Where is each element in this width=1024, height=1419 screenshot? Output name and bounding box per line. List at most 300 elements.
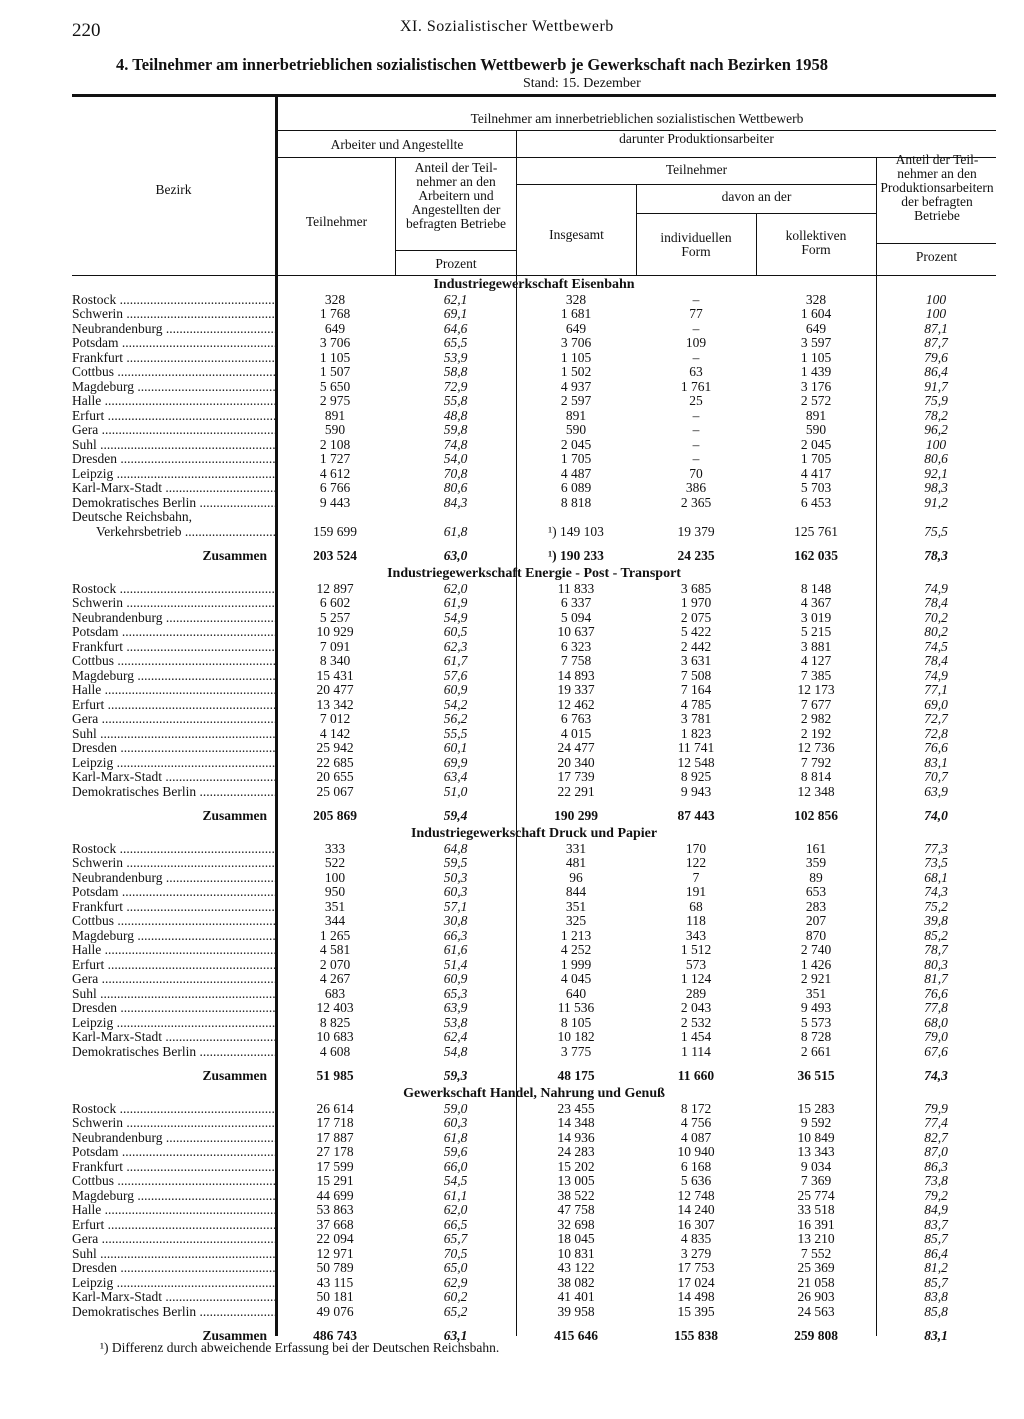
table-cell: 2 975	[319, 394, 351, 409]
leader-dots	[114, 1174, 275, 1188]
table-cell: 68,1	[924, 870, 948, 885]
table-cell: 78,2	[924, 408, 948, 423]
table-cell: 75,9	[924, 394, 948, 409]
bezirk-label	[72, 394, 275, 409]
table-cell: 6 089	[560, 481, 592, 496]
table-row	[72, 1218, 996, 1233]
leader-dots	[101, 683, 275, 697]
table-cell: 61,8	[443, 1130, 468, 1145]
leader-dots	[113, 1276, 275, 1290]
table-cell: 32 698	[557, 1217, 595, 1232]
table-row	[72, 712, 996, 727]
table-cell: 30,8	[443, 914, 468, 929]
bezirk-label	[72, 625, 275, 640]
data-table	[72, 276, 996, 1345]
header-rule	[877, 243, 996, 244]
table-row	[72, 698, 996, 713]
table-cell: 100	[925, 437, 947, 452]
leader-dots	[98, 972, 275, 986]
bezirk-name: Gera	[72, 972, 99, 987]
table-row	[72, 496, 996, 511]
leader-dots	[196, 496, 275, 510]
leader-dots	[196, 1305, 275, 1319]
table-row	[72, 365, 996, 380]
table-cell: 62,0	[443, 1203, 468, 1218]
table-cell: 61,8	[443, 524, 468, 539]
bezirk-name: Leipzig	[72, 466, 114, 481]
table-cell: 65,0	[443, 1261, 468, 1276]
table-cell: 85,2	[924, 928, 948, 943]
table-cell: 85,7	[924, 1232, 948, 1247]
bezirk-label	[72, 842, 275, 857]
bezirk-name: Suhl	[72, 1246, 97, 1261]
table-cell: 4 367	[800, 596, 832, 611]
table-cell: 5 257	[319, 610, 351, 625]
table-row	[72, 756, 996, 771]
bezirk-name: Dresden	[72, 741, 117, 756]
table-cell: 1 512	[680, 943, 712, 958]
table-cell: 351	[565, 899, 587, 914]
total-cell: 36 515	[797, 1068, 835, 1083]
table-cell: 60,5	[443, 625, 468, 640]
bezirk-name: Cottbus	[72, 654, 115, 669]
leader-dots	[119, 625, 275, 639]
table-cell: 83,7	[924, 1217, 948, 1232]
bezirk-name: Leipzig	[72, 1015, 114, 1030]
table-cell: 3 706	[560, 336, 592, 351]
header-teilnehmer: Teilnehmer	[305, 214, 368, 229]
bezirk-label	[72, 972, 275, 987]
table-row	[72, 1102, 996, 1117]
table-cell: 2 442	[680, 639, 712, 654]
leader-dots	[162, 770, 275, 784]
table-cell: 24 283	[557, 1145, 595, 1160]
table-cell: 59,0	[443, 1101, 468, 1116]
leader-dots	[113, 1016, 275, 1030]
table-row	[72, 481, 996, 496]
section-heading	[72, 1085, 996, 1102]
leader-dots	[116, 842, 275, 856]
bezirk-name: Erfurt	[72, 697, 105, 712]
table-cell: 5 636	[680, 1174, 712, 1189]
table-cell: 59,5	[443, 856, 468, 871]
table-cell: 78,7	[924, 943, 948, 958]
table-cell: 590	[324, 423, 346, 438]
table-cell: 590	[805, 423, 827, 438]
table-cell: 62,1	[443, 292, 468, 307]
table-cell: 66,3	[443, 928, 468, 943]
table-cell: 11 741	[677, 741, 715, 756]
table-cell: 4 835	[680, 1232, 712, 1247]
total-cell: 63,1	[443, 1328, 468, 1343]
bezirk-label	[72, 423, 275, 438]
table-cell: 51,4	[443, 957, 468, 972]
table-cell: 60,1	[443, 741, 468, 756]
table-cell: 7 385	[800, 668, 832, 683]
total-cell: 486 743	[313, 1328, 357, 1343]
table-row	[72, 1131, 996, 1146]
bezirk-label	[72, 1160, 275, 1175]
table-cell: 4 785	[680, 697, 712, 712]
table-cell: 844	[565, 885, 587, 900]
bezirk-name: Potsdam	[72, 885, 119, 900]
table-cell: 62,3	[443, 639, 468, 654]
total-cell: 59,3	[443, 1068, 468, 1083]
header-darunter: darunter Produktionsarbeiter	[619, 131, 774, 146]
total-cell: 48 175	[557, 1068, 595, 1083]
table-cell: 73,5	[924, 856, 948, 871]
table-cell: 2 108	[319, 437, 351, 452]
bezirk-label	[72, 871, 275, 886]
table-cell: 77	[689, 307, 703, 322]
table-cell: 8 105	[560, 1015, 592, 1030]
leader-dots	[98, 712, 275, 726]
table-cell: 19 337	[557, 683, 595, 698]
bezirk-label	[72, 1131, 275, 1146]
table-row	[72, 322, 996, 337]
table-cell: 74,5	[924, 639, 948, 654]
total-cell: 74,0	[924, 808, 948, 823]
table-cell: 92,1	[924, 466, 948, 481]
table-cell: 2 045	[560, 437, 592, 452]
bezirk-label	[72, 525, 275, 540]
table-row	[72, 625, 996, 640]
table-cell: 3 775	[560, 1044, 592, 1059]
bezirk-label	[72, 698, 275, 713]
bezirk-label	[72, 1174, 275, 1189]
bezirk-name: Schwerin	[72, 596, 123, 611]
total-cell: 87 443	[677, 808, 715, 823]
table-row	[72, 1261, 996, 1276]
table-cell: 80,2	[924, 625, 948, 640]
table-cell: 41 401	[557, 1290, 595, 1305]
table-cell: 87,7	[924, 336, 948, 351]
table-cell: 39 958	[557, 1304, 595, 1319]
table-row	[72, 1016, 996, 1031]
table-row	[72, 409, 996, 424]
table-cell: 54,0	[443, 452, 468, 467]
table-cell: 6 453	[800, 495, 832, 510]
total-cell: ¹) 190 233	[548, 548, 604, 563]
table-row	[72, 307, 996, 322]
table-cell: 1 105	[800, 350, 832, 365]
leader-dots	[114, 365, 275, 379]
total-cell: 259 808	[794, 1328, 838, 1343]
table-cell: 56,2	[443, 712, 468, 727]
total-row	[72, 539, 996, 565]
table-cell: 82,7	[924, 1130, 948, 1145]
table-cell: 8 148	[800, 581, 832, 596]
table-cell: 2 532	[680, 1015, 712, 1030]
table-cell: 640	[565, 986, 587, 1001]
section-title: Industriegewerkschaft Eisenbahn	[433, 277, 635, 293]
table-cell: 3 706	[319, 336, 351, 351]
table-cell: 6 602	[319, 596, 351, 611]
table-cell: 22 291	[557, 784, 595, 799]
table-cell: 1 265	[319, 928, 351, 943]
table-row	[72, 293, 996, 308]
bezirk-label	[72, 481, 275, 496]
table-cell: 70	[689, 466, 703, 481]
table-cell: 8 814	[800, 770, 832, 785]
leader-dots	[162, 481, 275, 495]
table-cell: 53,9	[443, 350, 468, 365]
table-cell: 1 502	[560, 365, 592, 380]
bezirk-label	[72, 1305, 275, 1320]
table-cell: 359	[805, 856, 827, 871]
table-cell: 80,6	[443, 481, 468, 496]
table-cell: 25 942	[316, 741, 354, 756]
table-cell: 63,9	[924, 784, 948, 799]
bezirk-label	[72, 1203, 275, 1218]
table-cell: 22 094	[316, 1232, 354, 1247]
table-cell: 1 114	[681, 1044, 711, 1059]
table-cell: 74,9	[924, 668, 948, 683]
bezirk-label	[72, 1261, 275, 1276]
table-cell: 3 781	[680, 712, 712, 727]
table-cell: 50,3	[443, 870, 468, 885]
table-cell: 2 921	[800, 972, 832, 987]
table-cell: 61,7	[443, 654, 468, 669]
table-cell: 14 240	[677, 1203, 715, 1218]
total-row	[72, 799, 996, 825]
table-cell: 12 462	[557, 697, 595, 712]
leader-dots	[117, 1261, 275, 1275]
bezirk-name: Demokratisches Berlin	[72, 1044, 197, 1059]
table-cell: 20 655	[316, 770, 354, 785]
table-cell: 26 614	[316, 1101, 354, 1116]
table-cell: 4 581	[319, 943, 351, 958]
header-prozent-2: Prozent	[915, 249, 958, 264]
leader-dots	[162, 871, 275, 885]
table-cell: 1 761	[680, 379, 712, 394]
table-cell: 66,0	[443, 1159, 468, 1174]
table-cell: 43 122	[557, 1261, 595, 1276]
table-row	[72, 336, 996, 351]
table-cell: 16 307	[677, 1217, 715, 1232]
table-row	[72, 785, 996, 800]
table-cell: 3 881	[800, 639, 832, 654]
table-cell: 333	[324, 841, 346, 856]
table-cell: 87,1	[924, 321, 948, 336]
table-cell: 481	[565, 856, 587, 871]
total-cell: 205 869	[313, 808, 357, 823]
table-row	[72, 929, 996, 944]
leader-dots	[97, 987, 275, 1001]
empty-cell	[275, 510, 996, 525]
bezirk-label	[72, 1045, 275, 1060]
leader-dots	[123, 1116, 275, 1130]
table-cell: 2 075	[680, 610, 712, 625]
bezirk-name: Erfurt	[72, 408, 105, 423]
table-cell: 84,3	[443, 495, 468, 510]
table-row	[72, 727, 996, 742]
table-cell: 60,2	[443, 1290, 468, 1305]
table-cell: 96,2	[924, 423, 948, 438]
table-cell: 12 897	[316, 581, 354, 596]
table-row	[72, 596, 996, 611]
table-cell: 68	[689, 899, 703, 914]
table-cell: 649	[805, 321, 827, 336]
table-cell: 5 573	[800, 1015, 832, 1030]
table-cell: 7 164	[680, 683, 712, 698]
bezirk-label	[72, 293, 275, 308]
bezirk-name: Cottbus	[72, 365, 115, 380]
table-cell: 74,9	[924, 581, 948, 596]
table-cell: 79,9	[924, 1101, 948, 1116]
table-cell: 14 348	[557, 1116, 595, 1131]
table-cell: 1 823	[680, 726, 712, 741]
table-cell: 2 045	[800, 437, 832, 452]
table-cell: 17 599	[316, 1159, 354, 1174]
chapter-title: XI. Sozialistischer Wettbewerb	[400, 18, 614, 35]
total-cell: 83,1	[924, 1328, 948, 1343]
bezirk-name: Demokratisches Berlin	[72, 495, 197, 510]
leader-dots	[98, 423, 275, 437]
bezirk-name: Cottbus	[72, 1174, 115, 1189]
header-rule	[278, 157, 516, 158]
table-cell: 91,7	[924, 379, 948, 394]
table-cell: 6 168	[680, 1159, 712, 1174]
bezirk-label	[72, 669, 275, 684]
table-cell: 26 903	[797, 1290, 835, 1305]
table-cell: 11 536	[557, 1001, 595, 1016]
bezirk-name: Dresden	[72, 452, 117, 467]
table-cell: 10 831	[557, 1246, 595, 1261]
table-cell: 61,1	[443, 1188, 468, 1203]
table-cell: 77,4	[924, 1116, 948, 1131]
table-cell: 1 105	[319, 350, 351, 365]
table-cell: 78,4	[924, 596, 948, 611]
table-row	[72, 958, 996, 973]
leader-dots	[162, 322, 275, 336]
table-cell: 44 699	[316, 1188, 354, 1203]
section-title: Industriegewerkschaft Energie - Post - Transport	[387, 566, 681, 582]
bezirk-name: Leipzig	[72, 1275, 114, 1290]
table-row	[72, 452, 996, 467]
table-row	[72, 654, 996, 669]
table-cell: 65,2	[443, 1304, 468, 1319]
table-cell: 1 454	[680, 1030, 712, 1045]
table-cell: 8 818	[560, 495, 592, 510]
table-cell: 81,7	[924, 972, 948, 987]
table-row	[72, 987, 996, 1002]
total-cell: 11 660	[677, 1068, 715, 1083]
table-cell: 17 024	[677, 1275, 715, 1290]
table-row	[72, 669, 996, 684]
table-cell: 159 699	[313, 524, 357, 539]
table-cell: 950	[324, 885, 346, 900]
table-cell: 2 572	[800, 394, 832, 409]
table-cell: 74,3	[924, 885, 948, 900]
leader-dots	[116, 1102, 275, 1116]
leader-dots	[123, 307, 275, 321]
table-cell: 62,0	[443, 581, 468, 596]
table-row	[72, 1232, 996, 1247]
table-row	[72, 1030, 996, 1045]
table-cell: 38 522	[557, 1188, 595, 1203]
bezirk-label	[72, 582, 275, 597]
table-cell: 289	[685, 986, 707, 1001]
leader-dots	[117, 741, 275, 755]
table-cell: 11 833	[557, 581, 595, 596]
table-cell: 9 943	[680, 784, 712, 799]
table-cell: 83,1	[924, 755, 948, 770]
table-row	[72, 380, 996, 395]
table-row	[72, 611, 996, 626]
table-cell: 1 768	[319, 307, 351, 322]
table-cell: 283	[805, 899, 827, 914]
table-cell: 65,7	[443, 1232, 468, 1247]
table-cell: –	[692, 452, 700, 467]
leader-dots	[181, 525, 275, 539]
bezirk-label	[72, 452, 275, 467]
table-cell: 161	[805, 841, 827, 856]
total-cell: 74,3	[924, 1068, 948, 1083]
table-cell: 53 863	[316, 1203, 354, 1218]
table-cell: 3 019	[800, 610, 832, 625]
table-row	[72, 525, 996, 540]
table-cell: 89	[809, 870, 823, 885]
bezirk-label	[72, 1030, 275, 1045]
table-cell: 64,8	[443, 841, 468, 856]
total-cell: 102 856	[794, 808, 838, 823]
table-row	[72, 1290, 996, 1305]
table-cell: 3 279	[680, 1246, 712, 1261]
table-cell: 343	[685, 928, 707, 943]
table-cell: 5 215	[800, 625, 832, 640]
bezirk-name: Erfurt	[72, 1217, 105, 1232]
table-cell: 54,5	[443, 1174, 468, 1189]
bezirk-name: Halle	[72, 683, 102, 698]
leader-dots	[123, 856, 275, 870]
table-row	[72, 438, 996, 453]
header-rule	[396, 250, 516, 251]
table-cell: 328	[324, 292, 346, 307]
table-cell: 72,8	[924, 726, 948, 741]
bezirk-label	[72, 929, 275, 944]
table-row	[72, 582, 996, 597]
bezirk-label: Deutsche Reichsbahn,	[72, 510, 192, 525]
bezirk-label	[72, 885, 275, 900]
bezirk-name: Frankfurt	[72, 1159, 123, 1174]
table-cell: 67,6	[924, 1044, 948, 1059]
leader-dots	[116, 293, 275, 307]
bezirk-label	[72, 683, 275, 698]
footnote: ¹) Differenz durch abweichende Erfassung bei der Deutschen Reichsbahn.	[100, 1340, 500, 1355]
table-cell: 9 443	[319, 495, 351, 510]
bezirk-label	[72, 596, 275, 611]
bezirk-label	[72, 307, 275, 322]
bezirk-label	[72, 467, 275, 482]
header-insgesamt: Insgesamt	[549, 227, 604, 242]
total-cell: 78,3	[924, 548, 948, 563]
table-cell: 20 340	[557, 755, 595, 770]
leader-dots	[162, 1290, 275, 1304]
table-row	[72, 1160, 996, 1175]
bezirk-label	[72, 380, 275, 395]
bezirk-name: Karl-Marx-Stadt	[72, 1030, 162, 1045]
bezirk-name: Gera	[72, 423, 99, 438]
leader-dots	[196, 785, 275, 799]
bezirk-name: Verkehrsbetrieb	[96, 524, 182, 539]
bezirk-label	[72, 654, 275, 669]
section-heading	[72, 825, 996, 842]
table-cell: 22 685	[316, 755, 354, 770]
table-cell: 4 756	[680, 1116, 712, 1131]
table-cell: 649	[565, 321, 587, 336]
table-cell: 91,2	[924, 495, 948, 510]
